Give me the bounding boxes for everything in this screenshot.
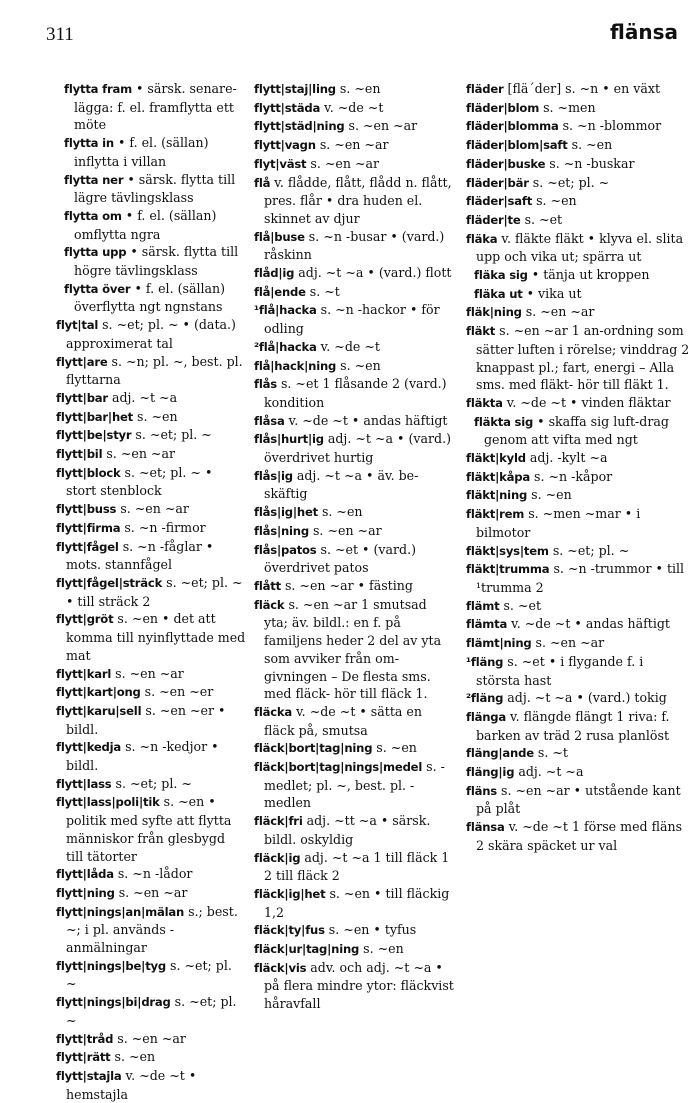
- entry-text: s. ~en ~ar: [531, 635, 605, 651]
- dictionary-entry: [56, 683, 246, 702]
- column-1: [56, 80, 246, 1103]
- dictionary-entry: [466, 303, 691, 322]
- entry-text: v. ~de ~t: [316, 338, 380, 354]
- entry-headword: flytta över: [64, 281, 131, 296]
- dictionary-entry: [254, 412, 454, 431]
- entry-headword: fläck|ig: [254, 850, 301, 865]
- entry-headword: fläkt|kåpa: [466, 469, 530, 484]
- dictionary-entry: [56, 775, 246, 794]
- entry-text: s. ~et 1 flåsande 2 (vard.) kondition: [264, 376, 447, 410]
- dictionary-entry: [56, 408, 246, 427]
- entry-text: s. ~et; pl. ~: [548, 542, 630, 558]
- entry-headword: fläkt|ning: [466, 488, 528, 503]
- entry-text: v. ~de ~t • sätta en fläck på, smutsa: [264, 703, 422, 738]
- dictionary-entry: [56, 665, 246, 684]
- dictionary-entry: [254, 541, 454, 577]
- entry-headword: fläder|saft: [466, 194, 533, 209]
- entry-text: s. ~n -hackor • för odling: [264, 302, 440, 337]
- entry-text: s. ~en ~ar • utstående kant på plåt: [476, 782, 681, 817]
- dictionary-entry: [56, 903, 246, 957]
- entry-headword: fläder|buske: [466, 156, 546, 171]
- entry-headword: flytt|are: [56, 354, 108, 369]
- entry-text: s. ~en ~ar: [111, 665, 184, 681]
- dictionary-entry: [254, 338, 454, 357]
- dictionary-entry: [56, 1067, 246, 1103]
- dictionary-entry: [56, 445, 246, 464]
- entry-text: s. ~men ~mar • i bilmotor: [476, 506, 641, 540]
- entry-text: s. ~n -trummor • till ¹trumma 2: [476, 561, 685, 595]
- entry-headword: flytt|städa: [254, 100, 321, 115]
- entry-text: s. ~n -kedjor • bildl.: [66, 739, 219, 774]
- entry-headword: flytta om: [64, 208, 122, 223]
- dictionary-entry: [254, 80, 454, 99]
- entry-text: s. ~n -firmor: [120, 519, 206, 535]
- entry-headword: fläkt: [466, 324, 496, 339]
- entry-text: s. ~et; pl. ~: [111, 775, 192, 791]
- dictionary-entry: [254, 849, 454, 885]
- dictionary-entry: [466, 80, 691, 99]
- entry-text: s. ~et: [499, 597, 542, 613]
- dictionary-entry: [466, 413, 691, 449]
- entry-headword: fläder|blomma: [466, 119, 559, 134]
- dictionary-entry: [466, 285, 691, 304]
- dictionary-entry: [466, 230, 691, 266]
- entry-headword: ¹fläng: [466, 654, 504, 669]
- entry-headword: flått: [254, 578, 281, 593]
- dictionary-entry: [56, 793, 246, 865]
- entry-headword: flämt: [466, 598, 500, 613]
- entry-headword: fläka: [466, 231, 498, 246]
- dictionary-entry: [466, 708, 691, 744]
- entry-headword: fläk|ning: [466, 305, 522, 320]
- dictionary-entry: [466, 136, 691, 155]
- entry-text: s. -medlet; pl. ~, best. pl. -medlen: [264, 759, 445, 811]
- entry-headword: fläck|bort|tag|nings|medel: [254, 760, 423, 775]
- dictionary-entry: [56, 500, 246, 519]
- entry-text: s.; best. ~; i pl. används -anmälningar: [66, 903, 238, 956]
- dictionary-entry: [254, 357, 454, 376]
- dictionary-entry: [56, 134, 246, 170]
- entry-headword: fläka sig: [474, 268, 528, 283]
- entry-headword: flås|ning: [254, 523, 309, 538]
- entry-text: s. ~et; pl. ~: [131, 427, 212, 443]
- entry-headword: flytt|karl: [56, 666, 112, 681]
- entry-headword: flytt|fågel|sträck: [56, 575, 163, 590]
- entry-text: s. ~et; pl. ~: [66, 994, 237, 1028]
- entry-headword: flytt|karu|sell: [56, 703, 142, 718]
- entry-headword: fläck|ig|het: [254, 886, 326, 901]
- entry-headword: flytta fram: [64, 82, 132, 96]
- entry-headword: flås|patos: [254, 542, 317, 557]
- dictionary-entry: [466, 782, 691, 818]
- dictionary-entry: [254, 703, 454, 739]
- dictionary-entry: [254, 136, 454, 155]
- entry-text: s. ~en: [527, 487, 572, 503]
- entry-text: s. ~t: [305, 283, 340, 299]
- entry-headword: flytt|bar: [56, 390, 108, 405]
- dictionary-entry: [254, 99, 454, 118]
- entry-headword: flytt|stajla: [56, 1068, 122, 1083]
- entry-headword: flytt|rätt: [56, 1050, 111, 1065]
- column-2: [254, 80, 454, 1013]
- entry-headword: flämta: [466, 617, 508, 632]
- entry-text: s. ~en ~er • bildl.: [66, 702, 226, 737]
- entry-headword: flytt|lass|poli|tik: [56, 795, 160, 810]
- entry-headword: fläck|bort|tag|ning: [254, 741, 373, 756]
- entry-headword: fläcka: [254, 704, 293, 719]
- entry-text: s. ~en: [336, 357, 381, 373]
- entry-headword: fläck|vis: [254, 960, 307, 975]
- entry-text: s. ~en ~ar: [114, 884, 188, 900]
- dictionary-entry: [254, 301, 454, 337]
- dictionary-entry: [466, 505, 691, 541]
- entry-text: s. ~n -kåpor: [530, 468, 613, 484]
- dictionary-entry: [56, 574, 246, 610]
- dictionary-entry: [466, 763, 691, 782]
- dictionary-entry: [466, 486, 691, 505]
- entry-text: s. ~et; pl. ~ • till sträck 2: [66, 574, 243, 609]
- entry-text: v. flängde flängt 1 riva: f. barken av träd 2 rusa planlöst: [476, 708, 670, 743]
- entry-text: v. ~de ~t • vinden fläktar: [502, 394, 671, 410]
- entry-text: s. ~en ~ar: [113, 1030, 186, 1046]
- entry-text: s. ~et: [520, 211, 563, 227]
- entry-text: s. ~en: [317, 504, 363, 520]
- entry-headword: flås|hurt|ig: [254, 432, 324, 447]
- entry-text: [flä´der] s. ~n • en växt: [503, 81, 661, 96]
- entry-text: v. flådde, flått, flådd n. flått, pres. flår • dra huden el. skinnet av djur: [264, 174, 452, 226]
- dictionary-entry: [254, 885, 454, 921]
- entry-headword: flytt|låda: [56, 867, 114, 882]
- entry-headword: flytt|buss: [56, 502, 117, 517]
- dictionary-entry: [466, 818, 691, 854]
- entry-text: v. fläkte fläkt • klyva el. slita upp och vika ut; spärra ut: [476, 230, 684, 265]
- entry-headword: flåsa: [254, 413, 285, 428]
- dictionary-entry: [254, 467, 454, 503]
- entry-text: • f. el. (sällan) inflytta i villan: [74, 135, 209, 169]
- entry-headword: flås|ig|het: [254, 505, 318, 520]
- entry-headword: flytta in: [64, 136, 114, 151]
- entry-headword: flytt|kart|ong: [56, 685, 141, 700]
- dictionary-entry: [56, 316, 246, 352]
- entry-headword: fläkta sig: [474, 414, 534, 429]
- entry-headword: flytt|vagn: [254, 138, 316, 153]
- entry-text: adj. ~t ~a: [514, 764, 584, 780]
- entry-text: s. ~en ~ar: [315, 137, 389, 153]
- entry-headword: fläns: [466, 783, 497, 798]
- entry-headword: flås|ig: [254, 468, 293, 483]
- dictionary-entry: [254, 522, 454, 541]
- dictionary-entry: [254, 959, 454, 1013]
- entry-text: s. ~n -blommor: [558, 118, 662, 134]
- entry-text: • f. el. (sällan) omflytta ngra: [74, 207, 217, 242]
- entry-text: s. ~en ~ar: [306, 155, 380, 171]
- entry-text: s. ~en ~ar 1 an-ordning som sätter luften i rörelse; vinddrag 2 knappast pl.; fart, energi – Alla sms. med fläkt- hör till fläkt 1.: [476, 323, 690, 393]
- entry-text: v. ~de ~t • andas häftigt: [284, 412, 448, 428]
- dictionary-entry: [254, 283, 454, 302]
- entry-headword: flytt|bar|het: [56, 409, 134, 424]
- dictionary-entry: [254, 577, 454, 596]
- entry-text: s. ~en • det att komma till nyinflyttade med mat: [66, 611, 246, 663]
- entry-text: s. ~et; pl. ~ • (data.) approximerat tal: [66, 317, 236, 351]
- entry-headword: flytta ner: [64, 172, 124, 187]
- entry-text: adj. ~t ~a • äv. be-skäftig: [264, 467, 419, 502]
- entry-text: s. ~n -buskar: [545, 155, 635, 171]
- dictionary-entry: [56, 171, 246, 207]
- entry-headword: flytt|lass: [56, 776, 112, 791]
- entry-text: s. ~en: [335, 81, 381, 96]
- entry-headword: fläck|fri: [254, 814, 303, 829]
- entry-text: s. ~en ~ar: [344, 118, 418, 134]
- entry-headword: flänga: [466, 709, 507, 724]
- entry-text: • f. el. (sällan) överflytta ngt ngnstans: [74, 280, 226, 315]
- entry-headword: flytt|kedja: [56, 740, 122, 755]
- dictionary-entry: [56, 957, 246, 993]
- dictionary-entry: [466, 192, 691, 211]
- entry-headword: flyt|väst: [254, 156, 307, 171]
- entry-headword: fläng|ig: [466, 765, 515, 780]
- dictionary-entry: [56, 993, 246, 1029]
- dictionary-entry: [466, 99, 691, 118]
- entry-headword: flås: [254, 377, 277, 392]
- dictionary-entry: [56, 610, 246, 664]
- entry-headword: fläder|blom|saft: [466, 138, 568, 153]
- entry-text: s. ~men: [539, 99, 596, 115]
- entry-text: s. ~en ~ar: [116, 501, 189, 517]
- dictionary-entry: [254, 174, 454, 228]
- entry-headword: flytt|städ|ning: [254, 119, 345, 134]
- entry-text: s. ~en ~ar: [521, 304, 595, 320]
- entry-headword: flytta upp: [64, 245, 127, 260]
- dictionary-entry: [466, 155, 691, 174]
- dictionary-entry: [56, 865, 246, 884]
- entry-headword: fläder|blom: [466, 100, 540, 115]
- entry-headword: flå: [254, 175, 271, 190]
- dictionary-entry: [254, 921, 454, 940]
- entry-text: s. ~et; pl. ~ • stort stenblock: [66, 464, 213, 499]
- entry-text: adj. ~tt ~a • särsk. bildl. oskyldig: [264, 813, 431, 847]
- entry-headword: flyt|tal: [56, 318, 99, 333]
- column-3: [466, 80, 691, 855]
- entry-headword: fläkta: [466, 395, 503, 410]
- entry-headword: flå|buse: [254, 229, 305, 244]
- entry-text: • vika ut: [522, 285, 582, 301]
- entry-headword: ¹flå|hacka: [254, 303, 317, 318]
- entry-headword: ²fläng: [466, 691, 504, 706]
- dictionary-entry: [56, 1030, 246, 1049]
- entry-text: s. ~et; pl. ~: [528, 174, 610, 190]
- dictionary-entry: [254, 375, 454, 411]
- dictionary-entry: [56, 702, 246, 738]
- entry-headword: flå|ende: [254, 284, 306, 299]
- entry-text: s. ~en ~er: [140, 684, 214, 700]
- dictionary-entry: [466, 744, 691, 763]
- entry-text: v. ~de ~t • hemstajla: [66, 1067, 197, 1102]
- entry-headword: fläkt|kyld: [466, 451, 526, 466]
- entry-headword: flytt|fågel: [56, 539, 119, 554]
- entry-headword: flytt|be|styr: [56, 428, 132, 443]
- dictionary-entry: [466, 449, 691, 468]
- entry-text: adj. ~t ~a • (vard.) flott: [294, 265, 452, 281]
- entry-headword: flåd|ig: [254, 266, 295, 281]
- dictionary-entry: [466, 653, 691, 689]
- dictionary-entry: [254, 758, 454, 812]
- dictionary-entry: [56, 80, 246, 134]
- entry-headword: fläck|ur|tag|ning: [254, 942, 360, 957]
- dictionary-entry: [254, 430, 454, 466]
- dictionary-entry: [466, 560, 691, 596]
- entry-text: s. ~en ~ar 1 smutsad yta; äv. bildl.: en f. på familjens heder 2 del av yta som avviker från om-givningen – De flesta sms. med fläck- hör till fläck 1.: [264, 596, 442, 702]
- entry-headword: flänsa: [466, 820, 505, 835]
- entry-text: • särsk. flytta till högre tävlingsklass: [74, 244, 239, 279]
- dictionary-entry: [466, 468, 691, 487]
- entry-text: s. ~et; pl. ~: [66, 957, 232, 992]
- dictionary-entry: [56, 389, 246, 408]
- running-head: flänsa: [610, 20, 678, 44]
- dictionary-entry: [466, 615, 691, 634]
- entry-text: adj. ~t ~a • (vard.) tokig: [503, 690, 667, 706]
- entry-headword: fläkt|rem: [466, 507, 525, 522]
- dictionary-entry: [254, 812, 454, 848]
- entry-headword: flå|hack|ning: [254, 358, 337, 373]
- entry-text: adv. och adj. ~t ~a • på flera mindre ytor: fläckvist håravfall: [264, 959, 454, 1012]
- dictionary-entry: [56, 538, 246, 574]
- entry-text: • tänja ut kroppen: [527, 267, 650, 283]
- entry-headword: fläkt|trumma: [466, 562, 550, 577]
- dictionary-entry: [254, 739, 454, 758]
- entry-text: s. ~en: [110, 1049, 156, 1065]
- entry-text: s. ~en: [133, 408, 178, 424]
- dictionary-entry: [56, 464, 246, 500]
- entry-headword: flytt|gröt: [56, 612, 114, 627]
- entry-text: s. ~n -lådor: [113, 866, 193, 882]
- dictionary-entry: [466, 117, 691, 136]
- dictionary-entry: [466, 394, 691, 413]
- dictionary-entry: [254, 117, 454, 136]
- entry-headword: fläck: [254, 597, 285, 612]
- page-number: 311: [46, 24, 74, 45]
- entry-text: s. ~en ~ar: [308, 522, 382, 538]
- entry-text: s. ~t: [533, 745, 568, 761]
- dictionary-entry: [254, 503, 454, 522]
- dictionary-entry: [466, 689, 691, 708]
- dictionary-entry: [254, 940, 454, 959]
- entry-text: s. ~et • i flygande f. i största hast: [476, 653, 644, 688]
- entry-text: s. ~n; pl. ~, best. pl. flyttarna: [66, 353, 243, 388]
- entry-headword: flytt|nings|bi|drag: [56, 995, 171, 1010]
- dictionary-entry: [466, 266, 691, 285]
- entry-text: s. ~en: [359, 941, 404, 957]
- dictionary-entry: [254, 228, 454, 264]
- dictionary-entry: [466, 597, 691, 616]
- dictionary-entry: [56, 243, 246, 279]
- dictionary-entry: [254, 155, 454, 174]
- dictionary-entry: [56, 1048, 246, 1067]
- entry-text: adj. ~t ~a • (vard.) överdrivet hurtig: [264, 431, 451, 466]
- dictionary-entry: [254, 596, 454, 703]
- entry-headword: flytt|firma: [56, 520, 121, 535]
- entry-headword: flytt|ning: [56, 885, 115, 900]
- entry-headword: flytt|staj|ling: [254, 82, 336, 96]
- entry-headword: flytt|nings|be|tyg: [56, 958, 167, 973]
- dictionary-entry: [466, 322, 691, 394]
- dictionary-entry: [466, 634, 691, 653]
- entry-headword: fläka ut: [474, 286, 523, 301]
- entry-text: s. ~n -busar • (vard.) råskinn: [264, 228, 445, 263]
- dictionary-entry: [56, 207, 246, 243]
- dictionary-entry: [466, 211, 691, 230]
- entry-headword: fläder: [466, 82, 504, 96]
- entry-text: s. ~en • till fläckig 1,2: [264, 885, 450, 920]
- dictionary-entry: [56, 519, 246, 538]
- entry-text: • särsk. flytta till lägre tävlingsklass: [74, 171, 236, 206]
- entry-text: s. ~et • (vard.) överdrivet patos: [264, 541, 417, 576]
- dictionary-entry: [56, 280, 246, 316]
- entry-text: s. ~en: [532, 193, 577, 209]
- entry-headword: flytt|nings|an|mälan: [56, 904, 185, 919]
- dictionary-entry: [254, 264, 454, 283]
- entry-text: s. ~n -fåglar • mots. stannfågel: [66, 538, 214, 573]
- entry-text: s. ~en: [372, 740, 417, 756]
- entry-headword: flytt|tråd: [56, 1031, 114, 1046]
- dictionary-entry: [56, 353, 246, 389]
- entry-text: s. ~en ~ar: [102, 446, 176, 462]
- entry-text: adj. ~t ~a: [107, 389, 178, 405]
- entry-text: s. ~en • tyfus: [324, 922, 417, 938]
- entry-text: • särsk. senare-lägga: f. el. framflytta ett möte: [74, 81, 237, 133]
- entry-text: s. ~en ~ar • fästing: [280, 577, 413, 593]
- entry-text: v. ~de ~t: [320, 99, 384, 115]
- entry-headword: fläder|te: [466, 212, 521, 227]
- entry-headword: flytt|bil: [56, 447, 103, 462]
- entry-headword: fläkt|sys|tem: [466, 543, 549, 558]
- dictionary-entry: [56, 884, 246, 903]
- dictionary-entry: [56, 738, 246, 774]
- entry-headword: ²flå|hacka: [254, 339, 317, 354]
- dictionary-entry: [466, 174, 691, 193]
- entry-text: • skaffa sig luft-drag genom att vifta med ngt: [484, 413, 669, 448]
- entry-headword: fläng|ande: [466, 746, 534, 761]
- entry-text: adj. -kylt ~a: [525, 450, 608, 466]
- entry-text: s. ~en: [567, 137, 613, 153]
- dictionary-entry: [56, 426, 246, 445]
- entry-headword: flytt|block: [56, 465, 121, 480]
- dictionary-entry: [466, 542, 691, 561]
- entry-headword: flämt|ning: [466, 636, 532, 651]
- entry-text: s. ~en • politik med syfte att flytta människor från glesbygd till tätorter: [66, 794, 232, 864]
- entry-text: adj. ~t ~a 1 till fläck 1 2 till fläck 2: [264, 849, 450, 884]
- entry-text: v. ~de ~t • andas häftigt: [507, 616, 670, 632]
- entry-text: v. ~de ~t 1 förse med fläns 2 skära späcket ur val: [476, 819, 683, 853]
- entry-headword: fläck|ty|fus: [254, 923, 325, 938]
- entry-headword: fläder|bär: [466, 175, 529, 190]
